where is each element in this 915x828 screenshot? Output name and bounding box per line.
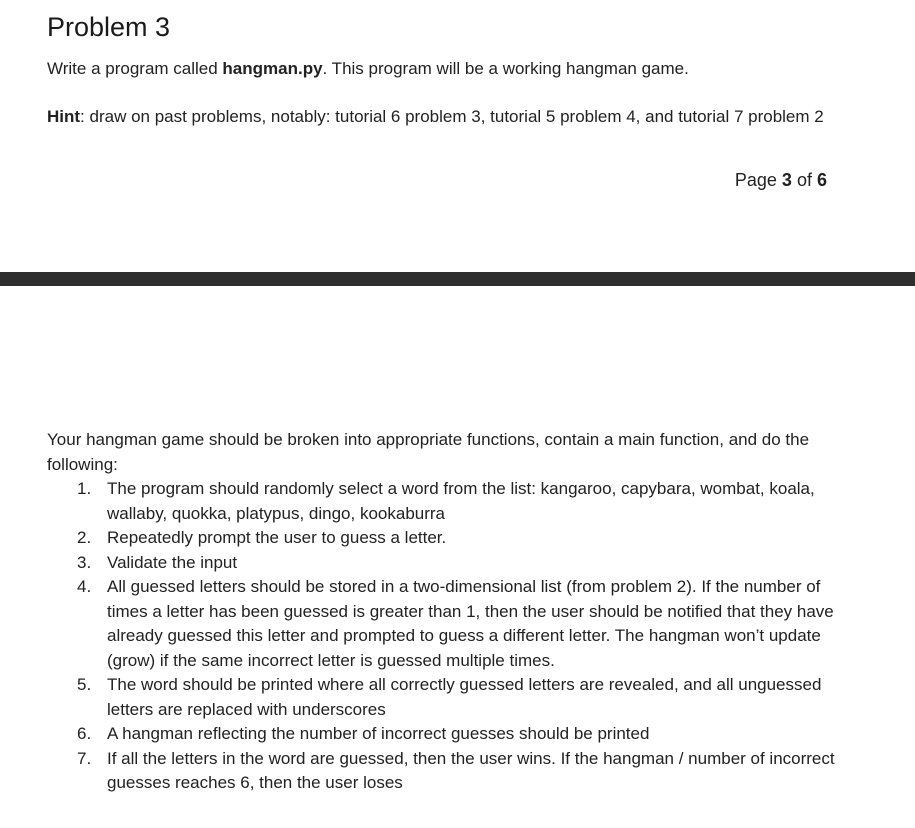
- problem-description: [47, 57, 827, 81]
- hint-label: Hint: [47, 107, 81, 126]
- requirement-text: The word should be printed where all correctly guessed letters are revealed, and all unguessed letters are replaced with underscores: [107, 675, 822, 719]
- requirement-item-6: [47, 722, 837, 747]
- requirement-text: All guessed letters should be stored in a two-dimensional list (from problem 2). If the number of times a letter has been guessed is greater than 1, then the user should be notified that they have already guessed this letter and prompted to guess a different letter. The hangman won’t update (grow) if the same incorrect letter is guessed multiple times.: [107, 577, 834, 670]
- requirement-item-7: [47, 747, 837, 796]
- requirement-text: The program should randomly select a word from the list: kangaroo, capybara, wombat, koala, wallaby, quokka, platypus, dingo, kookaburra: [107, 479, 815, 523]
- requirement-item-1: [47, 477, 837, 526]
- total-pages-number: 6: [816, 170, 827, 190]
- requirement-marker: 4.: [77, 577, 92, 596]
- requirement-marker: 6.: [77, 724, 92, 743]
- requirement-marker: 3.: [77, 552, 92, 572]
- requirement-text: A hangman reflecting the number of incorrect guesses should be printed: [107, 724, 650, 743]
- hint-paragraph: [47, 105, 827, 129]
- current-page-number: 3: [781, 170, 792, 190]
- requirement-marker: 5.: [77, 675, 92, 694]
- requirement-marker: 7.: [77, 748, 92, 768]
- hint-text: : draw on past problems, notably: tutorial 6 problem 3, tutorial 5 problem 4, and tutorial 7 problem 2: [80, 107, 824, 126]
- page-number-footer: [735, 168, 827, 192]
- requirement-item-2: [47, 526, 837, 551]
- page-top-section: [0, 0, 915, 272]
- requirements-list: [47, 477, 837, 796]
- description-suffix: . This program will be a working hangman game.: [322, 59, 689, 78]
- requirement-text: Repeatedly prompt the user to guess a letter.: [107, 528, 447, 547]
- requirement-item-3: [47, 551, 837, 576]
- page-break-divider: [0, 272, 915, 286]
- requirement-marker: 1.: [77, 479, 92, 498]
- problem-heading: Problem 3: [47, 12, 171, 42]
- program-filename: hangman.py: [222, 59, 323, 78]
- requirements-intro: Your hangman game should be broken into appropriate functions, contain a main function, and do the following:: [47, 430, 810, 474]
- of-word: of: [796, 170, 812, 190]
- requirement-item-5: [47, 673, 837, 722]
- requirement-item-4: [47, 575, 837, 673]
- page-word: Page: [734, 170, 777, 190]
- requirement-marker: 2.: [77, 528, 92, 547]
- requirement-text: If all the letters in the word are guessed, then the user wins. If the hangman / number of incorrect guesses reaches 6, then the user loses: [107, 748, 835, 792]
- requirement-text: Validate the input: [107, 552, 238, 572]
- description-prefix: Write a program called: [47, 59, 223, 78]
